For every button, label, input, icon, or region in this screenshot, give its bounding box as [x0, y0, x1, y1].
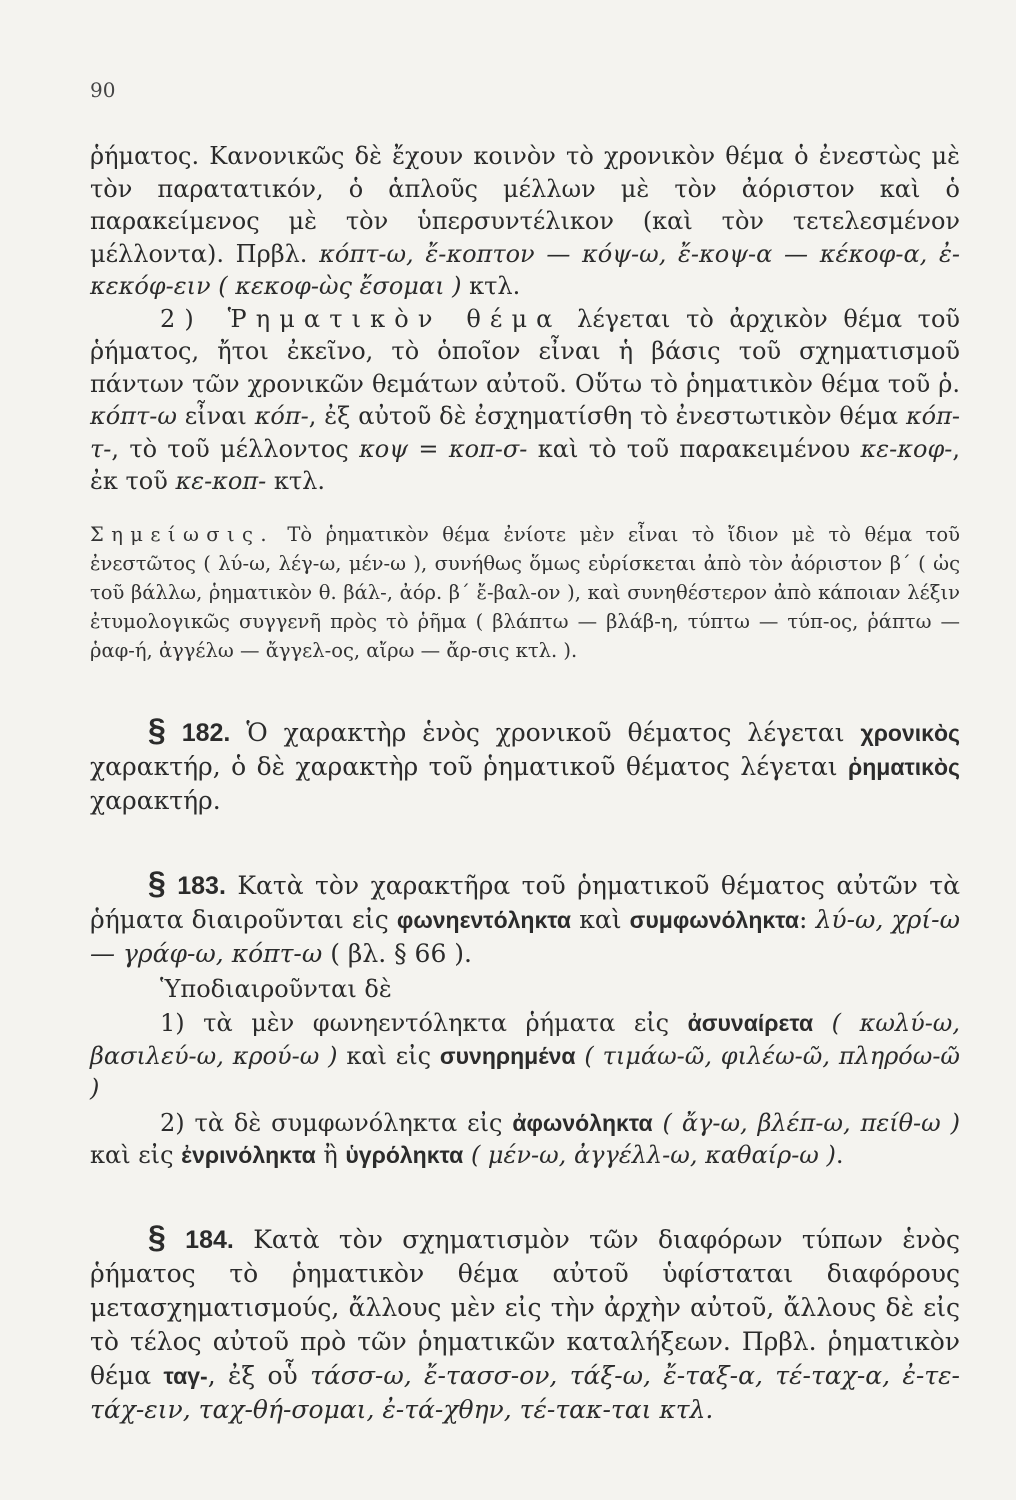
paragraph-verbal-stem	[90, 303, 960, 498]
section-number: 184.	[185, 1225, 234, 1254]
paragraph-text: εἶναι	[176, 402, 255, 430]
term: συνηρημένα	[439, 1042, 576, 1069]
section-text: Κατὰ τὸν σχηματισμὸν τῶν διαφόρων τύπων ἑνὸς ῥήματος τὸ ῥηματικὸν θέμα αὐτοῦ ὑφίσταται διαφόρους μετασχηματισμούς, ἄλλους μὲν εἰς τὴν ἀρχὴν αὐτοῦ, ἄλλους δὲ εἰς τὸ τέλος αὐτοῦ πρὸ τῶν ῥηματικῶν καταλήξεων. Πρβλ. ῥηματικὸν θέμα	[90, 1224, 960, 1390]
item-text: καὶ εἰς	[90, 1141, 182, 1169]
section-sign: §	[148, 711, 166, 748]
example-forms: ( μέν-ω, ἀγγέλλ-ω, καθαίρ-ω )	[463, 1141, 836, 1169]
item-text: καὶ εἰς	[337, 1041, 440, 1070]
example-forms: ( κωλύ-ω, βασιλεύ-ω, κρού-ω )	[90, 1009, 960, 1070]
section-text: χαρακτήρ, ὁ δὲ χαρακτὴρ τοῦ ῥηματικοῦ θέματος λέγεται	[90, 751, 849, 781]
example-forms: λύ-ω, χρί-ω — γράφ-ω, κόπτ-ω	[90, 904, 960, 968]
section-text: καὶ	[571, 904, 630, 934]
section-182	[90, 713, 960, 818]
paragraph-text: καὶ τὸ τοῦ παρακειμένου	[527, 434, 861, 463]
term: ἀσυναίρετα	[687, 1010, 814, 1036]
section-sign: §	[148, 1218, 166, 1255]
definition-label: 2) Ῥηματικὸν θέμα	[160, 304, 562, 333]
term: ταγ-	[163, 1362, 208, 1389]
paragraph-chronic-stem	[90, 140, 960, 303]
section-number: 182.	[181, 718, 231, 747]
example-form: κόπ-τ-	[90, 402, 961, 463]
subdivision-item-2	[90, 1107, 960, 1172]
example-form: κοψ = κοπ-σ-	[359, 434, 528, 463]
example-form: κε-κοπ-	[175, 467, 267, 495]
paragraph-text: , ἐξ αὐτοῦ δὲ ἐσχηματίσθη τὸ ἐνεστωτικὸν θέμα	[308, 402, 906, 430]
section-sign: §	[148, 864, 166, 901]
paragraph-text: , ἐκ τοῦ	[90, 434, 960, 495]
example-forms: ( τιμάω-ῶ, φιλέω-ῶ, πληρόω-ῶ )	[90, 1041, 960, 1102]
paragraph-text: λέγεται τὸ ἀρχικὸν θέμα τοῦ ῥήματος, ἤτοι ἐκεῖνο, τὸ ὁποῖον εἶναι ἡ βάσις τοῦ σχηματισμοῦ πάντων τῶν χρονικῶν θεμάτων αὐτοῦ. Οὕτω τὸ ῥηματικὸν θέμα τοῦ ῥ.	[90, 304, 960, 398]
example-forms: κόπτ-ω, ἔ-κοπτον — κόψ-ω, ἔ-κοψ-α — κέκοφ-α, ἐ-κεκόφ-ειν ( κεκοφ-ὼς ἔσομαι )	[90, 239, 960, 300]
section-text: χαρακτήρ.	[90, 785, 221, 815]
subdivision-intro: Ὑποδιαιροῦνται δὲ	[160, 974, 392, 1003]
section-text: :	[799, 904, 816, 934]
term: ἀφωνόληκτα	[512, 1109, 653, 1136]
item-text: ἢ	[315, 1141, 346, 1169]
section-text: , ἐξ οὗ	[207, 1360, 311, 1390]
example-form: κόπτ-ω	[90, 402, 177, 430]
section-184	[90, 1220, 960, 1427]
note-label: Σημείωσις.	[90, 522, 274, 546]
paragraph-text: ῥήματος. Κανονικῶς δὲ ἔχουν κοινὸν τὸ χρονικὸν θέμα ὁ ἐνεστὼς μὲ τὸν παρατατικόν, ὁ ἁπλοῦς μέλλων μὲ τὸν ἀόριστον καὶ ὁ παρακείμενος μὲ τὸν ὑπερσυντέλικον (καὶ τὸν τετελεσμένον μέλλοντα). Πρβλ.	[90, 142, 960, 268]
example-forms: ( ἄγ-ω, βλέπ-ω, πείθ-ω )	[652, 1108, 961, 1137]
section-text: Κατὰ τὸν χαρακτῆρα τοῦ ῥηματικοῦ θέματος αὐτῶν τὰ ῥήματα διαιροῦνται εἰς	[90, 870, 960, 934]
example-form: κε-κοφ-	[860, 434, 953, 463]
section-183	[90, 866, 960, 971]
term: φωνηεντόληκτα	[396, 906, 572, 933]
example-form: κόπ-	[254, 402, 309, 430]
term: ὑγρόληκτα	[345, 1142, 464, 1168]
note	[90, 520, 960, 665]
term: ῥηματικὸς	[848, 753, 960, 780]
term: ἐνρινόληκτα	[181, 1142, 316, 1168]
page-body	[90, 140, 960, 1427]
item-text: 2) τὰ δὲ συμφωνόληκτα εἰς	[160, 1108, 513, 1137]
note-text: Τὸ ῥηματικὸν θέμα ἐνίοτε μὲν εἶναι τὸ ἴδιον μὲ τὸ θέμα τοῦ ἐνεστῶτος ( λύ-ω, λέγ-ω, μέν-ω ), συνήθως ὅμως εὑρίσκεται ἀπὸ τὸν ἀόριστον β΄ ( ὡς τοῦ βάλλω, ῥηματικὸν θ. βάλ-, ἀόρ. β΄ ἔ-βαλ-ον ), καὶ συνηθέστερον ἀπὸ κάποιαν λέξιν ἐτυμολογικῶς συγγενῆ πρὸς τὸ ῥῆμα ( βλάπτω — βλάβ-η, τύπτω — τύπ-ος, ῥάπτω — ῥαφ-ή, ἀγγέλω — ἄγγελ-ος, αἴρω — ἄρ-σις κτλ. ).	[90, 522, 960, 662]
section-text: ( βλ. § 66 ).	[322, 938, 472, 968]
example-forms: τάσσ-ω, ἔ-τασσ-ον, τάξ-ω, ἔ-ταξ-α, τέ-ταχ-α, ἐ-τε-τάχ-ειν, ταχ-θή-σομαι, ἐ-τά-χθην, τέ-τακ-ται κτλ.	[90, 1360, 960, 1424]
page-number: 90	[90, 78, 116, 102]
subdivision-item-1	[90, 1007, 960, 1105]
paragraph-text: κτλ.	[266, 467, 325, 495]
term: συμφωνόληκτα	[629, 906, 799, 933]
section-number: 183.	[177, 871, 226, 900]
section-text: Ὁ χαρακτὴρ ἑνὸς χρονικοῦ θέματος λέγεται	[230, 717, 861, 747]
paragraph-text: , τὸ τοῦ μέλλοντος	[111, 434, 360, 463]
term: χρονικὸς	[860, 719, 960, 746]
paragraph-tail: κτλ.	[461, 272, 521, 300]
item-text: 1) τὰ μὲν φωνηεντόληκτα ῥήματα εἰς	[160, 1009, 688, 1037]
item-text: .	[835, 1141, 844, 1169]
